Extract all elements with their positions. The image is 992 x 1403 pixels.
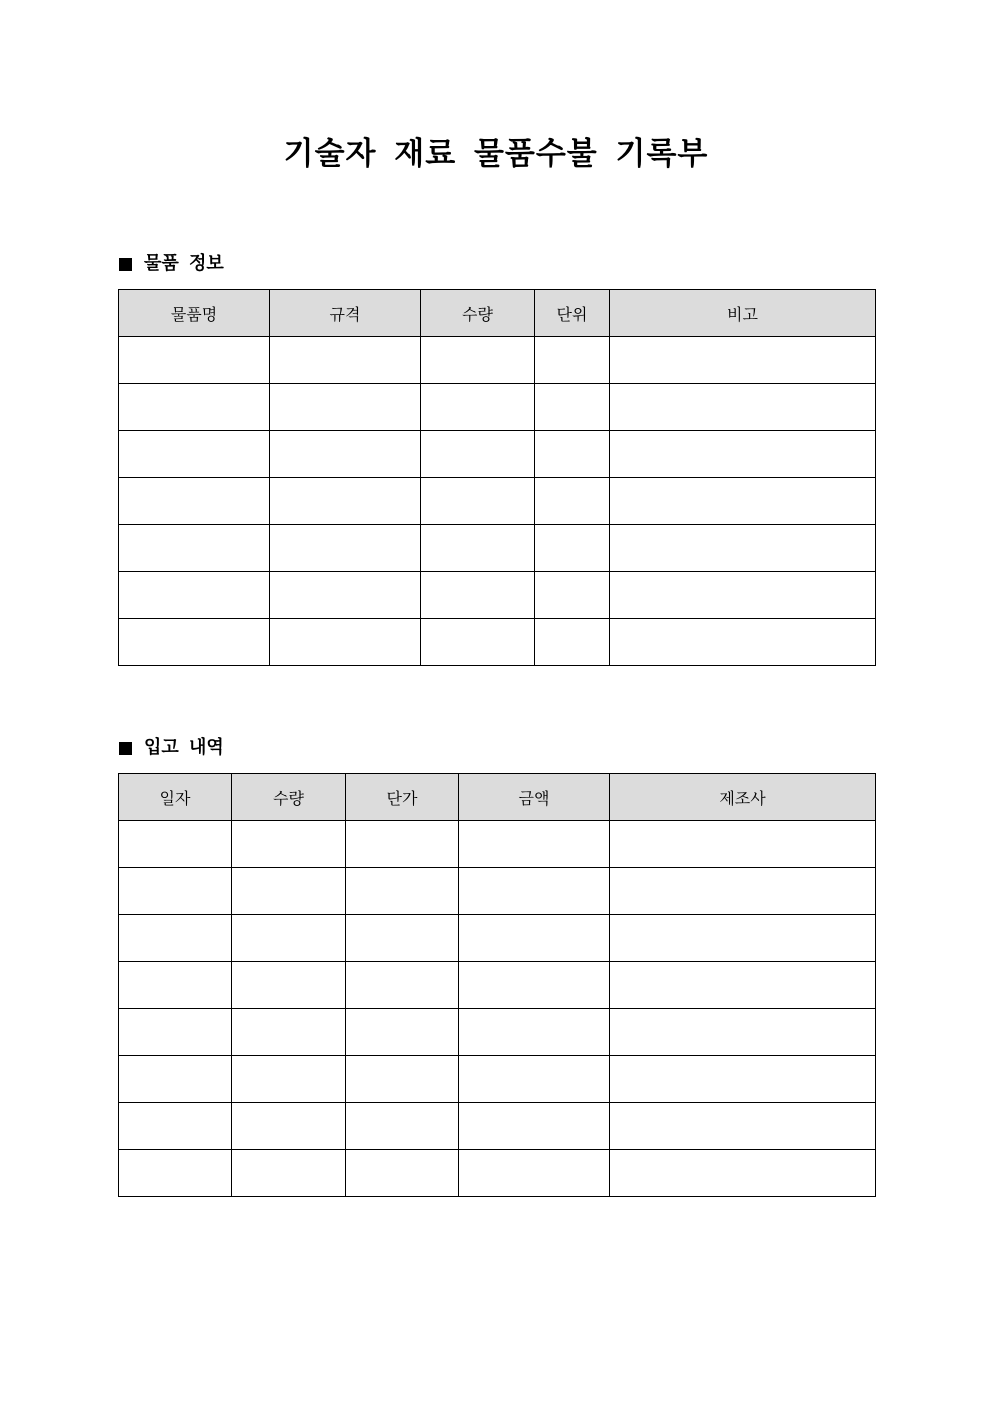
table-row <box>119 1056 876 1103</box>
table-row <box>119 962 876 1009</box>
table-cell[interactable] <box>459 1056 610 1103</box>
table-cell[interactable] <box>610 915 876 962</box>
table-cell[interactable] <box>119 1056 232 1103</box>
table-cell[interactable] <box>119 821 232 868</box>
table-cell[interactable] <box>421 431 535 478</box>
column-header-spec: 규격 <box>270 290 421 337</box>
table-row <box>119 478 876 525</box>
column-header-remarks: 비고 <box>610 290 876 337</box>
table-cell[interactable] <box>119 962 232 1009</box>
table-cell[interactable] <box>421 384 535 431</box>
table-cell[interactable] <box>119 1009 232 1056</box>
table-cell[interactable] <box>610 1056 876 1103</box>
table-cell[interactable] <box>232 1009 346 1056</box>
table-cell[interactable] <box>421 525 535 572</box>
table-cell[interactable] <box>610 1150 876 1197</box>
column-header-quantity: 수량 <box>421 290 535 337</box>
table-cell[interactable] <box>610 572 876 619</box>
table-cell[interactable] <box>232 1103 346 1150</box>
table-cell[interactable] <box>610 337 876 384</box>
table-row <box>119 821 876 868</box>
table-cell[interactable] <box>346 962 459 1009</box>
table-cell[interactable] <box>459 915 610 962</box>
table-cell[interactable] <box>346 1009 459 1056</box>
table-cell[interactable] <box>119 868 232 915</box>
document-title: 기술자 재료 물품수불 기록부 <box>283 136 709 172</box>
table-cell[interactable] <box>119 384 270 431</box>
table-cell[interactable] <box>119 572 270 619</box>
table-cell[interactable] <box>459 962 610 1009</box>
table-cell[interactable] <box>119 1150 232 1197</box>
table-cell[interactable] <box>119 478 270 525</box>
table-cell[interactable] <box>459 821 610 868</box>
table-cell[interactable] <box>270 525 421 572</box>
column-header-amount: 금액 <box>459 774 610 821</box>
table-cell[interactable] <box>535 525 610 572</box>
table-cell[interactable] <box>610 619 876 666</box>
table-cell[interactable] <box>232 1056 346 1103</box>
column-header-manufacturer: 제조사 <box>610 774 876 821</box>
table-cell[interactable] <box>421 337 535 384</box>
table-cell[interactable] <box>610 821 876 868</box>
table-cell[interactable] <box>459 1103 610 1150</box>
table-cell[interactable] <box>270 384 421 431</box>
column-header-date: 일자 <box>119 774 232 821</box>
column-header-unit-price: 단가 <box>346 774 459 821</box>
receipt-history-heading <box>119 736 224 760</box>
table-cell[interactable] <box>232 1150 346 1197</box>
table-header-row <box>119 290 876 337</box>
table-header-row <box>119 774 876 821</box>
table-row <box>119 619 876 666</box>
table-cell[interactable] <box>270 572 421 619</box>
receipt-history-heading-label: 입고 내역 <box>144 737 224 758</box>
item-info-heading <box>119 252 224 276</box>
square-bullet-icon <box>119 742 132 755</box>
table-cell[interactable] <box>346 868 459 915</box>
item-info-table <box>118 289 876 666</box>
table-cell[interactable] <box>346 1103 459 1150</box>
table-cell[interactable] <box>535 619 610 666</box>
table-cell[interactable] <box>270 478 421 525</box>
table-cell[interactable] <box>270 337 421 384</box>
table-cell[interactable] <box>459 868 610 915</box>
table-cell[interactable] <box>610 384 876 431</box>
table-cell[interactable] <box>610 431 876 478</box>
table-row <box>119 1103 876 1150</box>
column-header-unit: 단위 <box>535 290 610 337</box>
table-cell[interactable] <box>421 478 535 525</box>
table-cell[interactable] <box>232 821 346 868</box>
table-cell[interactable] <box>346 1150 459 1197</box>
table-cell[interactable] <box>610 962 876 1009</box>
table-row <box>119 431 876 478</box>
table-cell[interactable] <box>270 431 421 478</box>
table-cell[interactable] <box>535 337 610 384</box>
table-row <box>119 572 876 619</box>
table-cell[interactable] <box>119 431 270 478</box>
item-info-heading-label: 물품 정보 <box>144 253 224 274</box>
table-row <box>119 915 876 962</box>
table-row <box>119 1150 876 1197</box>
table-cell[interactable] <box>119 619 270 666</box>
table-cell[interactable] <box>421 572 535 619</box>
table-cell[interactable] <box>232 915 346 962</box>
table-row <box>119 384 876 431</box>
table-cell[interactable] <box>346 1056 459 1103</box>
table-cell[interactable] <box>535 384 610 431</box>
table-cell[interactable] <box>119 337 270 384</box>
receipt-history-table <box>118 773 876 1197</box>
table-cell[interactable] <box>610 868 876 915</box>
table-cell[interactable] <box>535 572 610 619</box>
table-row <box>119 525 876 572</box>
table-cell[interactable] <box>346 915 459 962</box>
table-cell[interactable] <box>232 962 346 1009</box>
table-cell[interactable] <box>610 525 876 572</box>
table-cell[interactable] <box>610 478 876 525</box>
table-cell[interactable] <box>119 525 270 572</box>
table-cell[interactable] <box>119 915 232 962</box>
table-cell[interactable] <box>421 619 535 666</box>
table-row <box>119 1009 876 1056</box>
table-cell[interactable] <box>119 1103 232 1150</box>
table-cell[interactable] <box>535 478 610 525</box>
table-cell[interactable] <box>610 1009 876 1056</box>
column-header-quantity: 수량 <box>232 774 346 821</box>
table-cell[interactable] <box>535 431 610 478</box>
table-cell[interactable] <box>270 619 421 666</box>
square-bullet-icon <box>119 258 132 271</box>
table-cell[interactable] <box>459 1150 610 1197</box>
table-cell[interactable] <box>346 821 459 868</box>
table-cell[interactable] <box>232 868 346 915</box>
table-row <box>119 337 876 384</box>
table-cell[interactable] <box>459 1009 610 1056</box>
column-header-item-name: 물품명 <box>119 290 270 337</box>
table-row <box>119 868 876 915</box>
table-cell[interactable] <box>610 1103 876 1150</box>
